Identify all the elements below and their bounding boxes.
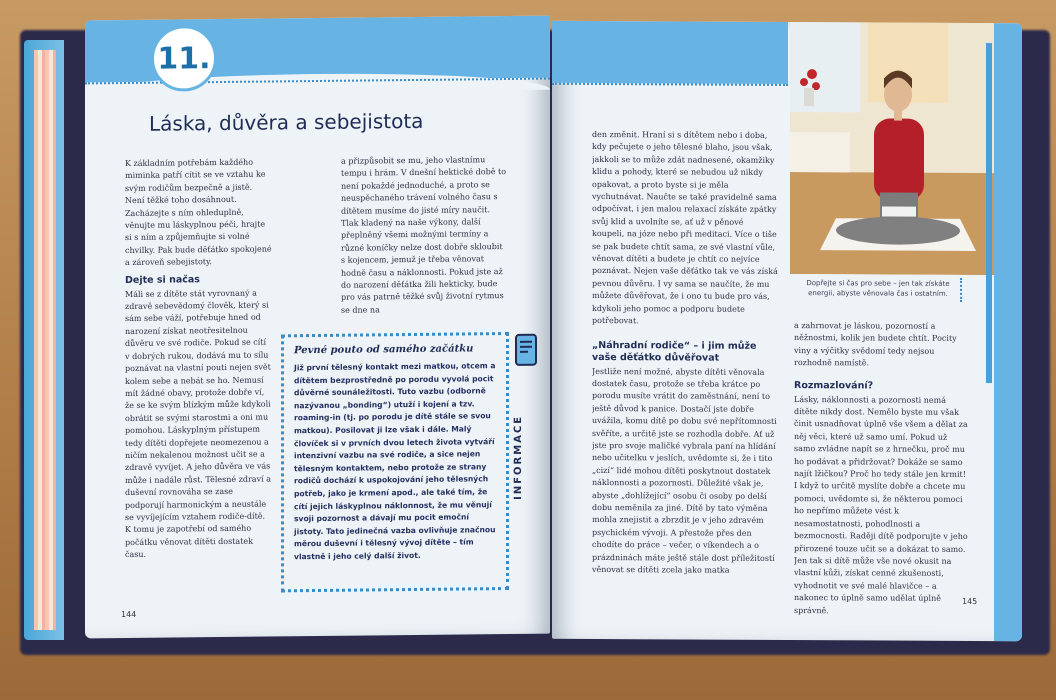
right-accent-strip [994,23,1022,641]
body-paragraph: a zahrnovat je láskou, pozorností a něžnostmi, kolik jen budete chtít. Pocity viny a výčitky svědomí tedy nejsou rozhodně namístě. [794,321,957,368]
subhead-rozmazlovani: Rozmazlování? [794,379,874,392]
info-box-title: Pevné pouto od samého začátku [294,343,474,357]
chapter-number: 11. [157,40,211,77]
chapter-title: Láska, důvěra a sebejistota [149,108,424,136]
body-paragraph: a přizpůsobit se mu, jeho vlastnímu tempu i hrám. V dnešní hektické době to není pokaždé jednoduché, a proto se neuspěchaného trávení volného času s dítětem musíme do jisté míry naučit. Tlak kladený na naše výkony, další přeplněný všemi možnými termíny a různé koníčky nelze dost dobře skloubit s kojencem, jemuž je třeba věnovat hodně času a náklonnosti. Pokud jste až do narození děťátka žili hekticky, bude pro vás patrně těžké svůj životní rytmus se dne na [341,155,507,315]
body-paragraph: den změnit. Hraní si s dítětem nebo i doba, kdy pečujete o jeho tělesné blaho, jsou však, jakkoli se to může zdát nadnesené, okamžiky klidu a pohody, které se nebudou už nikdy opakovat, a proto byste si je měla vychutnávat. Naučte se také pravidelně sama odpočívat, i jen malou relaxací získáte zpátky svůj klid a uvolníte se, ať už v pěnové koupeli, na józe nebo při meditaci. Více o tiše se pak budete chtít sama, ze své vlastní vůle, věnovat dítěti a budete je chtít co nejvíce poznávat. Nejen vaše děťátko tak ve vás získá pevnou důvěru. I vy sama se naučíte, že mu můžete důvěřovat, že i ono tu bude pro vás, kdykoli jeho pomoc a podporu budete potřebovat. [592,129,778,326]
body-paragraph: Jestliže není možné, abyste dítěti věnovala dostatek času, protože se třeba krátce po porodu musíte vrátit do zaměstnání, není to ještě důvod k panice. Dostačí jste dobře uvážila, komu dítě po dobu své nepřítomnosti svěříte, a určitě jste se rozhodla dobře. Ať už jste pro svoje maličké vybrala paní na hlídání nebo učitelku v jeslích, uvědomte si, že i tito „cizí“ lidé mohou dítěti poskytnout dostatek náklonnosti a pozornosti. Důležité však je, abyste „dohlížející“ osobu či osoby po delší dobu neměnila za jiné. Dítě by tato výměna mohla znejistit a zbrzdit je v jeho zdravém psychickém vývoji. A přestože přes den chodíte do práce – večer, o víkendech a o prázdninách máte ještě stále dost příležitostí věnovat se dítěti zcela jako matka [592,366,777,575]
photo-caption: Dopřejte si čas pro sebe – jen tak získáte energii, abyste věnovala čas i ostatním. [806,279,950,298]
subhead-nahradni-rodice: „Náhradní rodiče“ – i jim může vaše děťátko důvěřovat [592,339,757,364]
photo-woman-meditating [790,22,994,275]
info-box-label-text: INFORMACE [513,414,524,500]
page-number: 145 [962,596,978,606]
left-column-2 [341,154,507,321]
page-number: 144 [121,609,137,620]
left-page [85,16,550,639]
left-column-1 [125,156,273,628]
body-paragraph: Máli se z dítěte stát vyrovnaný a zdravě sebevědomý člověk, který si sám sebe váží, potřebuje hned od narození získat neotřesitelnou důvěru ve své rodiče. Pokud se cítí v dobrých rukou, dodává mu to sílu poznávat na vlastní pouti nejen svět kolem sebe a nebát se ho. Nemusí mít žádné obavy, protože dobře ví, že se ke svým blízkým může kdykoli obrátit se svými starostmi a oni mu pomohou. Láskyplným přístupem tedy dítěti dopřejete neomezenou a ničím nekalenou možnost učit se a zdravě vyvíjet. A jeho důvěra ve vás může i nadále růst. Tělesné zdraví a duševní rovnováha se zase podporují harmonickým a neustále se vyvíjejícím vztahem rodiče-dítě. K tomu je zapotřebí od samého počátku věnovat dítěti dostatek času. [125,288,271,560]
header-band [552,21,788,84]
right-column-2 [794,320,968,621]
info-box-label [511,392,527,502]
right-accent-strip-inner [986,43,992,383]
caption-dotted-marker [960,278,962,302]
document-icon [513,332,541,372]
info-box [281,332,509,592]
right-page [552,21,1022,641]
body-paragraph: Lásky, náklonnosti a pozornosti nemá dítěte nikdy dost. Nemělo byste mu však činit usnadňovat úplně vše všem a dělat za něj věci, které už samo umí. Pokud už samo zvládne napít se z hrnečku, proč mu ho podávat a přidržovat? Dokáže se samo najít lžičkou? Proč ho tedy stále jen krmit! I když to určitě myslíte dobře a chcete mu pomoci, uvědomte si, že některou pomoci ho nepřímo můžete vést k nesamostatnosti, pohodlnosti a bezmocnosti. Raději dítě podporujte v jeho přirozené touze učit se a dokázat to samo. Jen tak si dítě může vše nové okusit na vlastní kůži, získat cenné zkušenosti, vyhodnotit ve své malé hlavičce – a nakonec to úplně samo udělat úplně správně. [794,394,968,615]
page-edges [34,50,56,630]
header-dotted-line [552,83,788,86]
subhead-dejte-si-nacas: Dejte si načas [125,273,200,286]
info-box-text: Již první tělesný kontakt mezi matkou, otcem a dítětem bezprostředně po porodu vyvolá pocit důvěrné sounáležitosti. Tuto vazbu (odborně nazývanou „bonding“) utuží i kojení a tzv. roaming-in (tj. po porodu je dítě stále se svou matkou). Posilovat ji lze však i dále. Malý človíček si v prvních dvou letech života vytváří intenzivní vazbu na své rodiče, a sice nejen tělesným kontaktem, nebo protože ze strany rodičů dochází k uspokojování jeho tělesných potřeb, jako je krmení apod., ale také tím, že cítí jejich láskyplnou náklonnost, že mu věnují svoji pozornost a dávají mu pocit emoční jistoty. Tato jedinečná vazba ovlivňuje značnou měrou duševní i tělesný vývoj dítěte – tím vlastně i jeho celý další život. [294,361,496,562]
right-column-1 [592,129,778,630]
intro-paragraph: K základním potřebám každého miminka patří cítit se ve vztahu ke svým rodičům bezpečně a jistě. Není těžké toho dosáhnout. Zacházejte s ním ohleduplně, věnujte mu láskyplnou péči, hrajte si s ním a způjemňujte si volné chvilky. Pak bude děťátko spokojené a zároveň sebejistoty. [125,157,272,268]
